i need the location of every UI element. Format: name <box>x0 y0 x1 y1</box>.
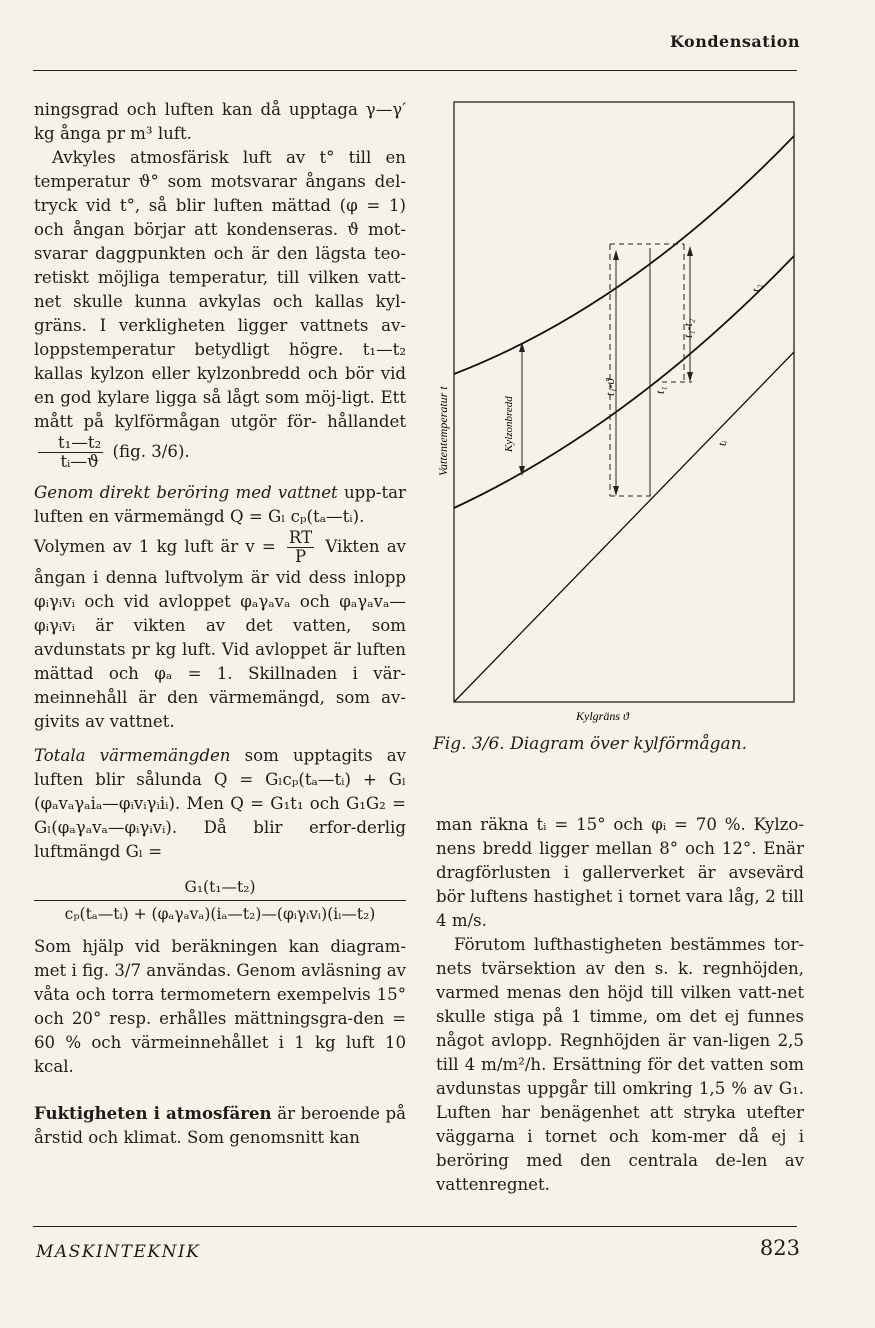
label-ti: tᵢ <box>715 440 729 446</box>
fraction <box>38 434 103 471</box>
figure-diagram <box>430 96 810 736</box>
label-t1-t2: t₁-t₂ <box>681 318 695 338</box>
formula-numerator: G₁(t₁—t₂) <box>34 876 406 901</box>
arrow-head <box>687 246 693 256</box>
running-header: Kondensation <box>669 32 800 51</box>
italic-heading: Genom direkt beröring med vattnet <box>34 483 338 502</box>
paragraph <box>34 146 406 471</box>
label-t1: t₁ <box>653 386 667 394</box>
arrow-head <box>687 372 693 382</box>
paragraph-text: som upptagits av luften blir sålunda Q = Gₗcₚ(tₐ—tᵢ) + Gₗ (φₐvₐγₐiₐ—φᵢvᵢγᵢiᵢ). Men Q = G₁t₁ och G₁G₂ = Gₗ(φₐγₐvₐ—φᵢγᵢvᵢ). Då blir erfor-derlig luftmängd Gₗ = <box>34 746 406 861</box>
paragraph-text: Vikten av ångan i denna luftvolym är vid dess inlopp φᵢγᵢvᵢ och vid avloppet φₐγₐvₐ och φₐγₐvₐ—φᵢγᵢvᵢ är vikten av det vatten, som avdunstats pr kg luft. Vid avloppet är luften mättad och φₐ = 1. Skillnaden i vär-meinnehåll är den värmemängd, som av-givits av vattnet. <box>34 537 406 731</box>
right-column <box>436 813 804 1197</box>
x-axis-label: Kylgräns ϑ <box>576 709 629 723</box>
formula <box>34 876 406 925</box>
paragraph-text: Avkyles atmosfärisk luft av t° till en temperatur ϑ° som motsvarar ångans del-tryck vid t°, så blir luften mättad (φ = 1) och ångan börjar att kondenseras. ϑ mot-svarar daggpunkten och är den lägsta teo-retiskt möjliga temperatur, till vilken vatt-net skulle kunna avkylas och kallas kyl-gräns. I verkligheten ligger vattnets av-loppstemperatur betydligt högre. t₁—t₂ kallas kylzon eller kylzonbredd och bör vid en god kylare ligga så lågt som möj-ligt. Ett mått på kylförmågan utgör för- <box>34 148 406 431</box>
header-rule <box>33 70 797 71</box>
fraction <box>287 529 314 566</box>
bold-heading: Fuktigheten i atmosfären <box>34 1103 272 1123</box>
paragraph: Förutom lufthastigheten bestämmes tor-nets tvärsektion av den s. k. regnhöjden, varmed menas den höjd till vilken vatt-net skulle stiga på 1 timme, om det ej funnes något avlopp. Regnhöjden är van-ligen 2,5 till 4 m/m²/h. Ersättning för det vatten som avdunstas uppgår till omkring 1,5 % av G₁. Luften har benägenhet att stryka utefter väggarna i tornet och kom-mer då ej i beröring med den centrala de-len av vattenregnet. <box>436 935 804 1194</box>
curve-t2 <box>454 256 794 508</box>
paragraph: man räkna tᵢ = 15° och φᵢ = 70 %. Kylzo-nens bredd ligger mellan 8° och 12°. Enär dragförlusten i gallerverket är avsevärd bör luftens hastighet i tornet vara låg, 2 till 4 m/s. <box>436 815 804 930</box>
text: hållandet <box>327 412 406 431</box>
zone-label: Kylzonbredd <box>503 396 515 452</box>
formula-denominator: cₚ(tₐ—tᵢ) + (φₐγₐvₐ)(iₐ—t₂)—(φᵢγᵢvᵢ)(iᵢ—t₂) <box>64 905 376 923</box>
paragraph <box>34 1101 406 1150</box>
footer-rule <box>33 1226 797 1227</box>
paragraph <box>34 744 406 864</box>
arrow-head <box>613 486 619 496</box>
paragraph <box>34 529 406 734</box>
paragraph-text: är beroende på årstid och klimat. Som genomsnitt kan <box>34 1104 406 1147</box>
figure-caption: Fig. 3/6. Diagram över kylförmågan. <box>433 734 748 754</box>
paragraph: ningsgrad och luften kan då upptaga γ—γ′ kg ånga pr m³ luft. <box>34 100 406 143</box>
fraction-numerator: t₁—t₂ <box>38 434 103 453</box>
arrow-head <box>613 250 619 260</box>
paragraph: Som hjälp vid beräkningen kan diagram-met i fig. 3/7 användas. Genom avläsning av våta och torra termometern exempelvis 15° och 20° resp. erhålles mättningsgra-den = 60 % och värmeinnehållet i 1 kg luft 10 kcal. <box>34 937 407 1076</box>
paragraph-text: upp-tar luften en värmemängd Q = Gₗ cₚ(tₐ—tᵢ). <box>34 483 406 526</box>
curve-t1 <box>454 136 794 374</box>
left-column <box>34 98 406 1150</box>
page-number: 823 <box>759 1236 800 1260</box>
label-t1-theta: t₁-ϑ <box>603 378 617 396</box>
label-t2: t₂ <box>749 284 763 292</box>
fraction-numerator: RT <box>288 528 313 547</box>
fraction-denominator: tᵢ—ϑ <box>60 452 99 471</box>
italic-heading: Totala värmemängden <box>34 746 231 765</box>
text: Volymen av 1 kg luft är v = <box>34 537 276 556</box>
text: (fig. 3/6). <box>112 442 190 461</box>
paragraph <box>34 481 406 529</box>
journal-name: MASKINTEKNIK <box>36 1242 201 1262</box>
y-axis-label: Vattentemperatur t <box>436 386 450 476</box>
fraction-denominator: P <box>294 547 307 566</box>
